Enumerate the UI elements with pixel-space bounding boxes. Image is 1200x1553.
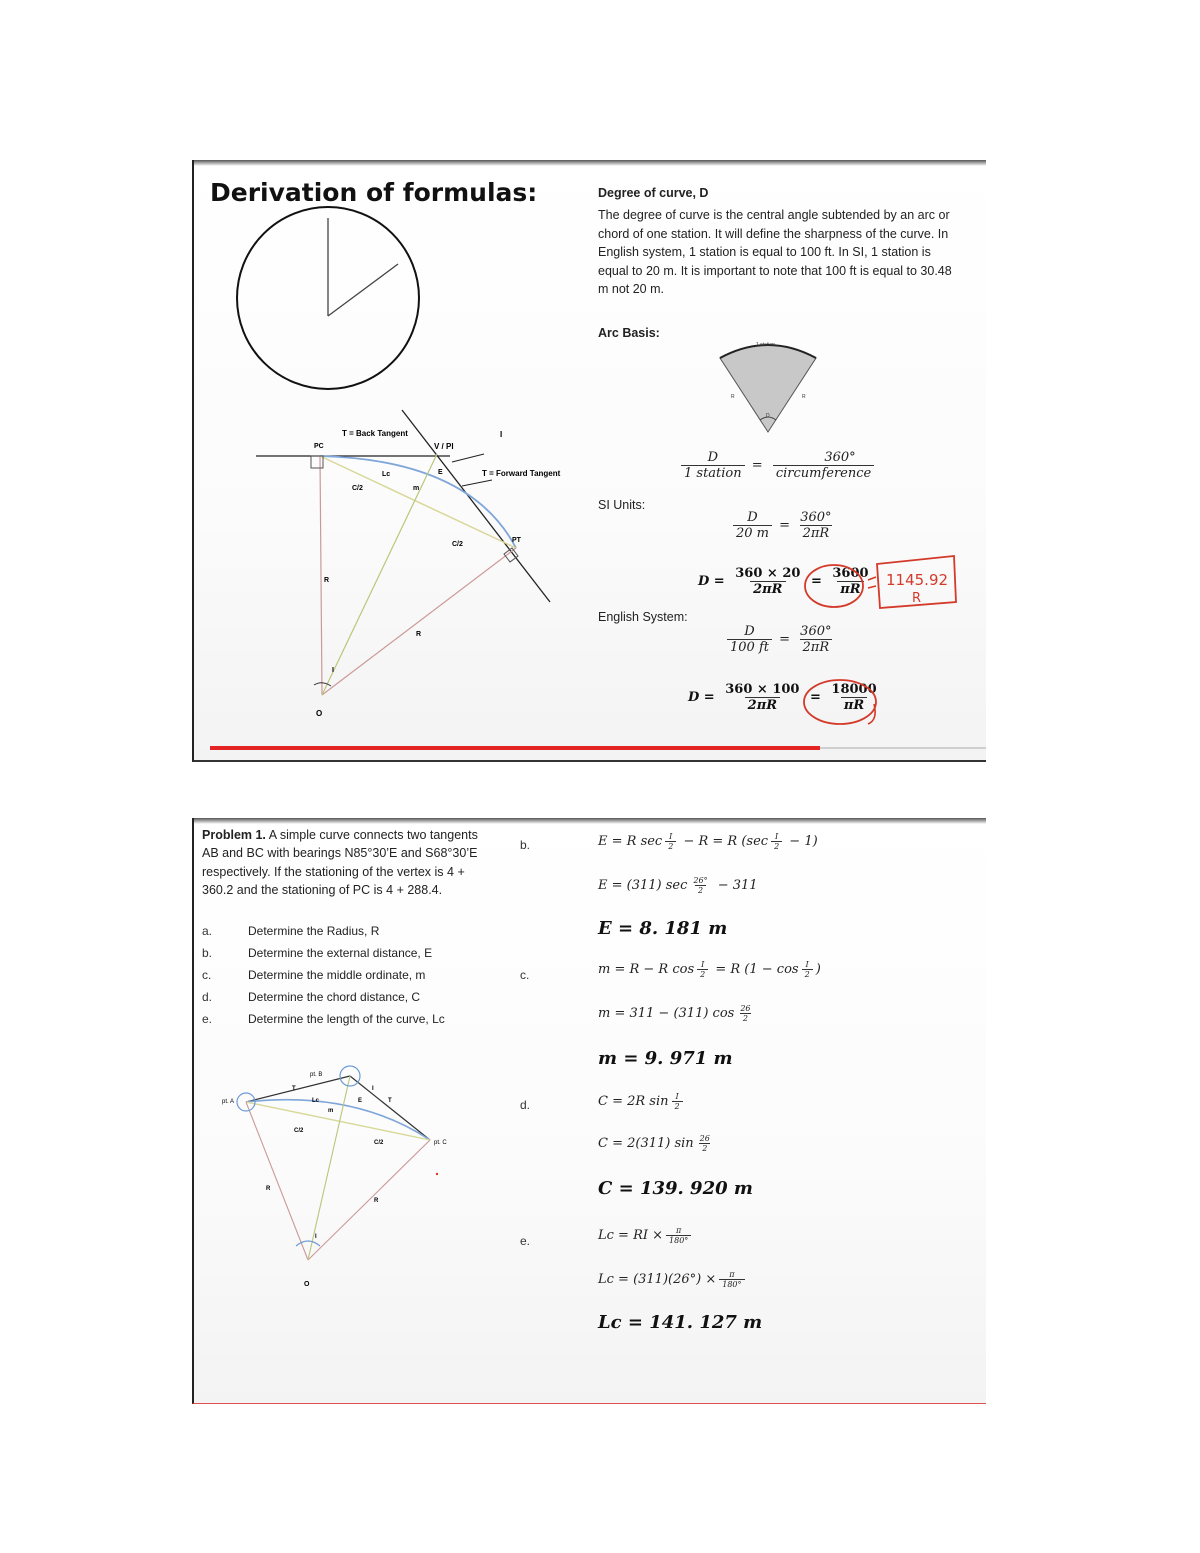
arc-basis-label: Arc Basis: [598, 326, 660, 340]
item-text-b: Determine the external distance, E [248, 946, 433, 960]
degree-paragraph: The degree of curve is the central angle subtended by an arc or chord of one station. It will define the sharpness of the curve. In English system, 1 station is equal to 100 ft. In SI, 1 station is equal to 20 m. It is important to note that 100 ft is equal to 30.48 m not 20 m. [598, 208, 952, 296]
sol-e-f1-frac-num: π [676, 1226, 682, 1235]
arc-label-r-right: R [802, 394, 806, 400]
slide-top-bar [194, 818, 986, 824]
sol-c-f1b: = R (1 − cos [711, 962, 799, 977]
en-eq2-res-den: πR [841, 697, 867, 713]
sol-d-f2-frac-den: 2 [699, 1143, 710, 1153]
sol-b-f1b: − R = R (sec [679, 834, 769, 849]
label-m: m [413, 485, 420, 492]
sol-d-f1-frac-den: 2 [672, 1101, 683, 1111]
sol-letter-d: d. [520, 1098, 531, 1112]
progress-bar [210, 746, 820, 750]
sol-d-f2: C = 2(311) sin [598, 1136, 694, 1151]
sol-d-formula-2 [598, 1134, 716, 1153]
sol-c-f1: m = R − R cos [598, 962, 695, 977]
p-label-t-left: T [292, 1086, 296, 1092]
sol-b-f2-frac-den: 2 [695, 885, 706, 895]
problem-statement [202, 826, 494, 899]
p-label-lc: Lc [312, 1098, 320, 1104]
sol-c-formula-2 [598, 1004, 757, 1023]
handwritten-value: 1145.92 [886, 571, 949, 589]
item-text-d: Determine the chord distance, C [248, 990, 421, 1004]
label-pc: PC [314, 443, 324, 450]
p-label-pt-b: pt. B [310, 1072, 323, 1078]
si-eq1-twopir: 2πR [800, 525, 833, 541]
sol-c-f1-frac-num: I [701, 960, 705, 969]
label-c2-b: C/2 [452, 541, 463, 548]
p-label-m: m [328, 1108, 334, 1114]
sol-b-formula-1 [598, 832, 818, 851]
label-c2-a: C/2 [352, 485, 363, 492]
sol-c-f1b-frac-num: I [805, 960, 809, 969]
si-eq1: $\frac{D}{20 m}$ = $\frac{360^\circ}{2\pi R}$ [730, 510, 838, 541]
si-eq2-res-den: πR [837, 581, 863, 597]
arc-basis-sector [704, 336, 834, 436]
sol-b-f2-frac-num: 26° [693, 876, 708, 885]
sol-c-f2: m = 311 − (311) cos [598, 1006, 735, 1021]
p-label-t-right: T [388, 1098, 392, 1104]
sol-b-f2: E = (311) sec [598, 878, 688, 893]
si-eq1-deg: 360° [800, 510, 832, 525]
en-eq1-deg: 360° [800, 624, 832, 639]
sol-e-formula-1 [598, 1226, 694, 1245]
sol-d-formula-1 [598, 1092, 686, 1111]
label-pt: PT [512, 537, 521, 544]
sol-b-result: E = 8. 181 m [598, 918, 728, 939]
simple-curve-diagram [194, 160, 614, 760]
item-letter-b: b. [202, 946, 213, 960]
label-o: O [316, 709, 323, 718]
sol-e-f1-frac-den: 180° [666, 1235, 691, 1245]
si-eq2-num: 360 × 20 [735, 566, 801, 581]
label-forward-tangent: T = Forward Tangent [482, 469, 561, 478]
sol-c-formula-1 [598, 960, 821, 979]
sol-b-f1-frac-num: I [669, 832, 673, 841]
en-eq1: $\frac{D}{100 ft}$ = $\frac{360^\circ}{2\pi R}$ [724, 624, 838, 655]
item-letter-a: a. [202, 924, 213, 938]
arc-label-station: 1 station [756, 342, 775, 348]
sol-e-formula-2 [598, 1270, 748, 1289]
p-label-i-top: I [372, 1086, 374, 1092]
problem-curve-diagram [194, 1050, 494, 1400]
p-label-i-center: I [315, 1234, 317, 1240]
sol-e-f1: Lc = RI × [598, 1228, 664, 1243]
slide-problem-1 [192, 818, 986, 1404]
p-label-r-left: R [266, 1186, 271, 1192]
arc-label-r-left: R [731, 394, 735, 400]
progress-track [820, 747, 986, 749]
si-eq2-lhs: D = [698, 574, 725, 589]
label-e: E [438, 469, 443, 476]
en-eq1-twopir: 2πR [800, 639, 833, 655]
sol-e-f2: Lc = (311)(26°) × [598, 1272, 717, 1287]
eq-basis-deg: 360° [824, 450, 856, 465]
en-eq2: D = $\frac{360 \times 100}{2\pi R}$ = $\frac{18000}{\pi R}$ [688, 682, 883, 713]
eq-basis-num: D [707, 450, 719, 465]
eq-basis-circ: circumference [773, 465, 874, 481]
eq-basis-den: 1 station [681, 465, 745, 481]
sol-e-result: Lc = 141. 127 m [598, 1312, 763, 1333]
sol-c-result: m = 9. 971 m [598, 1048, 733, 1069]
p-label-o: O [304, 1281, 310, 1288]
si-units-label: SI Units: [598, 498, 646, 512]
label-vpi: V / PI [434, 442, 454, 451]
label-lc: Lc [382, 471, 391, 478]
sol-d-result: C = 139. 920 m [598, 1178, 753, 1199]
p-label-r-right: R [374, 1198, 379, 1204]
sol-letter-e: e. [520, 1234, 531, 1248]
item-letter-e: e. [202, 1012, 213, 1026]
handwritten-r: R [912, 591, 922, 606]
label-back-tangent: T = Back Tangent [342, 429, 408, 438]
si-eq1-num: D [747, 510, 758, 525]
sol-d-f1: C = 2R sin [598, 1094, 669, 1109]
item-letter-c: c. [202, 968, 212, 982]
handwritten-annotations [794, 550, 986, 730]
si-eq1-den: 20 m [733, 525, 772, 541]
en-eq1-num: D [744, 624, 755, 639]
label-r-left: R [324, 577, 330, 584]
degree-heading: Degree of curve, D [598, 186, 709, 200]
en-eq2-lhs: D = [688, 690, 715, 705]
en-eq1-den: 100 ft [727, 639, 772, 655]
en-eq2-den: 2πR [745, 697, 780, 713]
si-eq2-res-num: 3600 [832, 566, 869, 581]
arc-label-d: D [766, 413, 770, 419]
sol-b-f1c: − 1) [785, 834, 818, 849]
p-label-c2-b: C/2 [374, 1140, 384, 1146]
p-label-c2-a: C/2 [294, 1128, 304, 1134]
item-text-c: Determine the middle ordinate, m [248, 968, 426, 982]
sol-c-f1-frac-den: 2 [697, 969, 708, 979]
label-i-center: I [332, 667, 334, 674]
sol-e-f2-frac-den: 180° [719, 1279, 744, 1289]
en-eq2-res-num: 18000 [831, 682, 877, 697]
sol-letter-c: c. [520, 968, 530, 982]
en-eq2-num: 360 × 100 [725, 682, 800, 697]
p-label-pt-c: pt. C [434, 1140, 447, 1146]
sol-letter-b: b. [520, 838, 531, 852]
problem-label: Problem 1. [202, 828, 266, 842]
p-label-e: E [358, 1098, 363, 1104]
label-r-bottom: R [416, 631, 422, 638]
label-i-top: I [500, 430, 503, 439]
sol-b-formula-2 [598, 876, 758, 895]
si-eq2: D = $\frac{360 \times 20}{2\pi R}$ = $\frac{3600}{\pi R}$ [698, 566, 875, 597]
slide-title: Derivation of formulas: [210, 178, 538, 207]
sol-c-f1c: ) [815, 962, 821, 977]
p-label-pt-a: pt. A [222, 1099, 235, 1105]
item-letter-d: d. [202, 990, 213, 1004]
sol-c-f1b-frac-den: 2 [802, 969, 813, 979]
slide-derivation [192, 160, 986, 762]
sol-b-f1: E = R sec [598, 834, 663, 849]
item-text-a: Determine the Radius, R [248, 924, 380, 938]
english-system-label: English System: [598, 610, 688, 624]
eq-basis: $\frac{D}{\text{1 station}}$ = $\frac{360^\circ}{\text{circumference}}$ [678, 450, 877, 481]
item-text-e: Determine the length of the curve, Lc [248, 1012, 445, 1026]
sol-b-f1b-frac-den: 2 [771, 841, 782, 851]
sol-d-f2-frac-num: 26 [699, 1134, 710, 1143]
problem-text: A simple curve connects two tangents AB and BC with bearings N85°30’E and S68°30’E respectively. If the stationing of the vertex is 4 + 360.2 and the stationing of PC is 4 + 288.4. [202, 828, 478, 897]
sol-b-f2b: − 311 [713, 878, 758, 893]
sol-c-f2-frac-den: 2 [740, 1013, 751, 1023]
sol-c-f2-frac-num: 26 [740, 1004, 751, 1013]
sol-e-f2-frac-num: π [729, 1270, 735, 1279]
sol-b-f1-frac-den: 2 [665, 841, 676, 851]
si-eq2-den: 2πR [750, 581, 785, 597]
sol-d-f1-frac-num: I [675, 1092, 679, 1101]
sol-b-f1b-frac-num: I [775, 832, 779, 841]
